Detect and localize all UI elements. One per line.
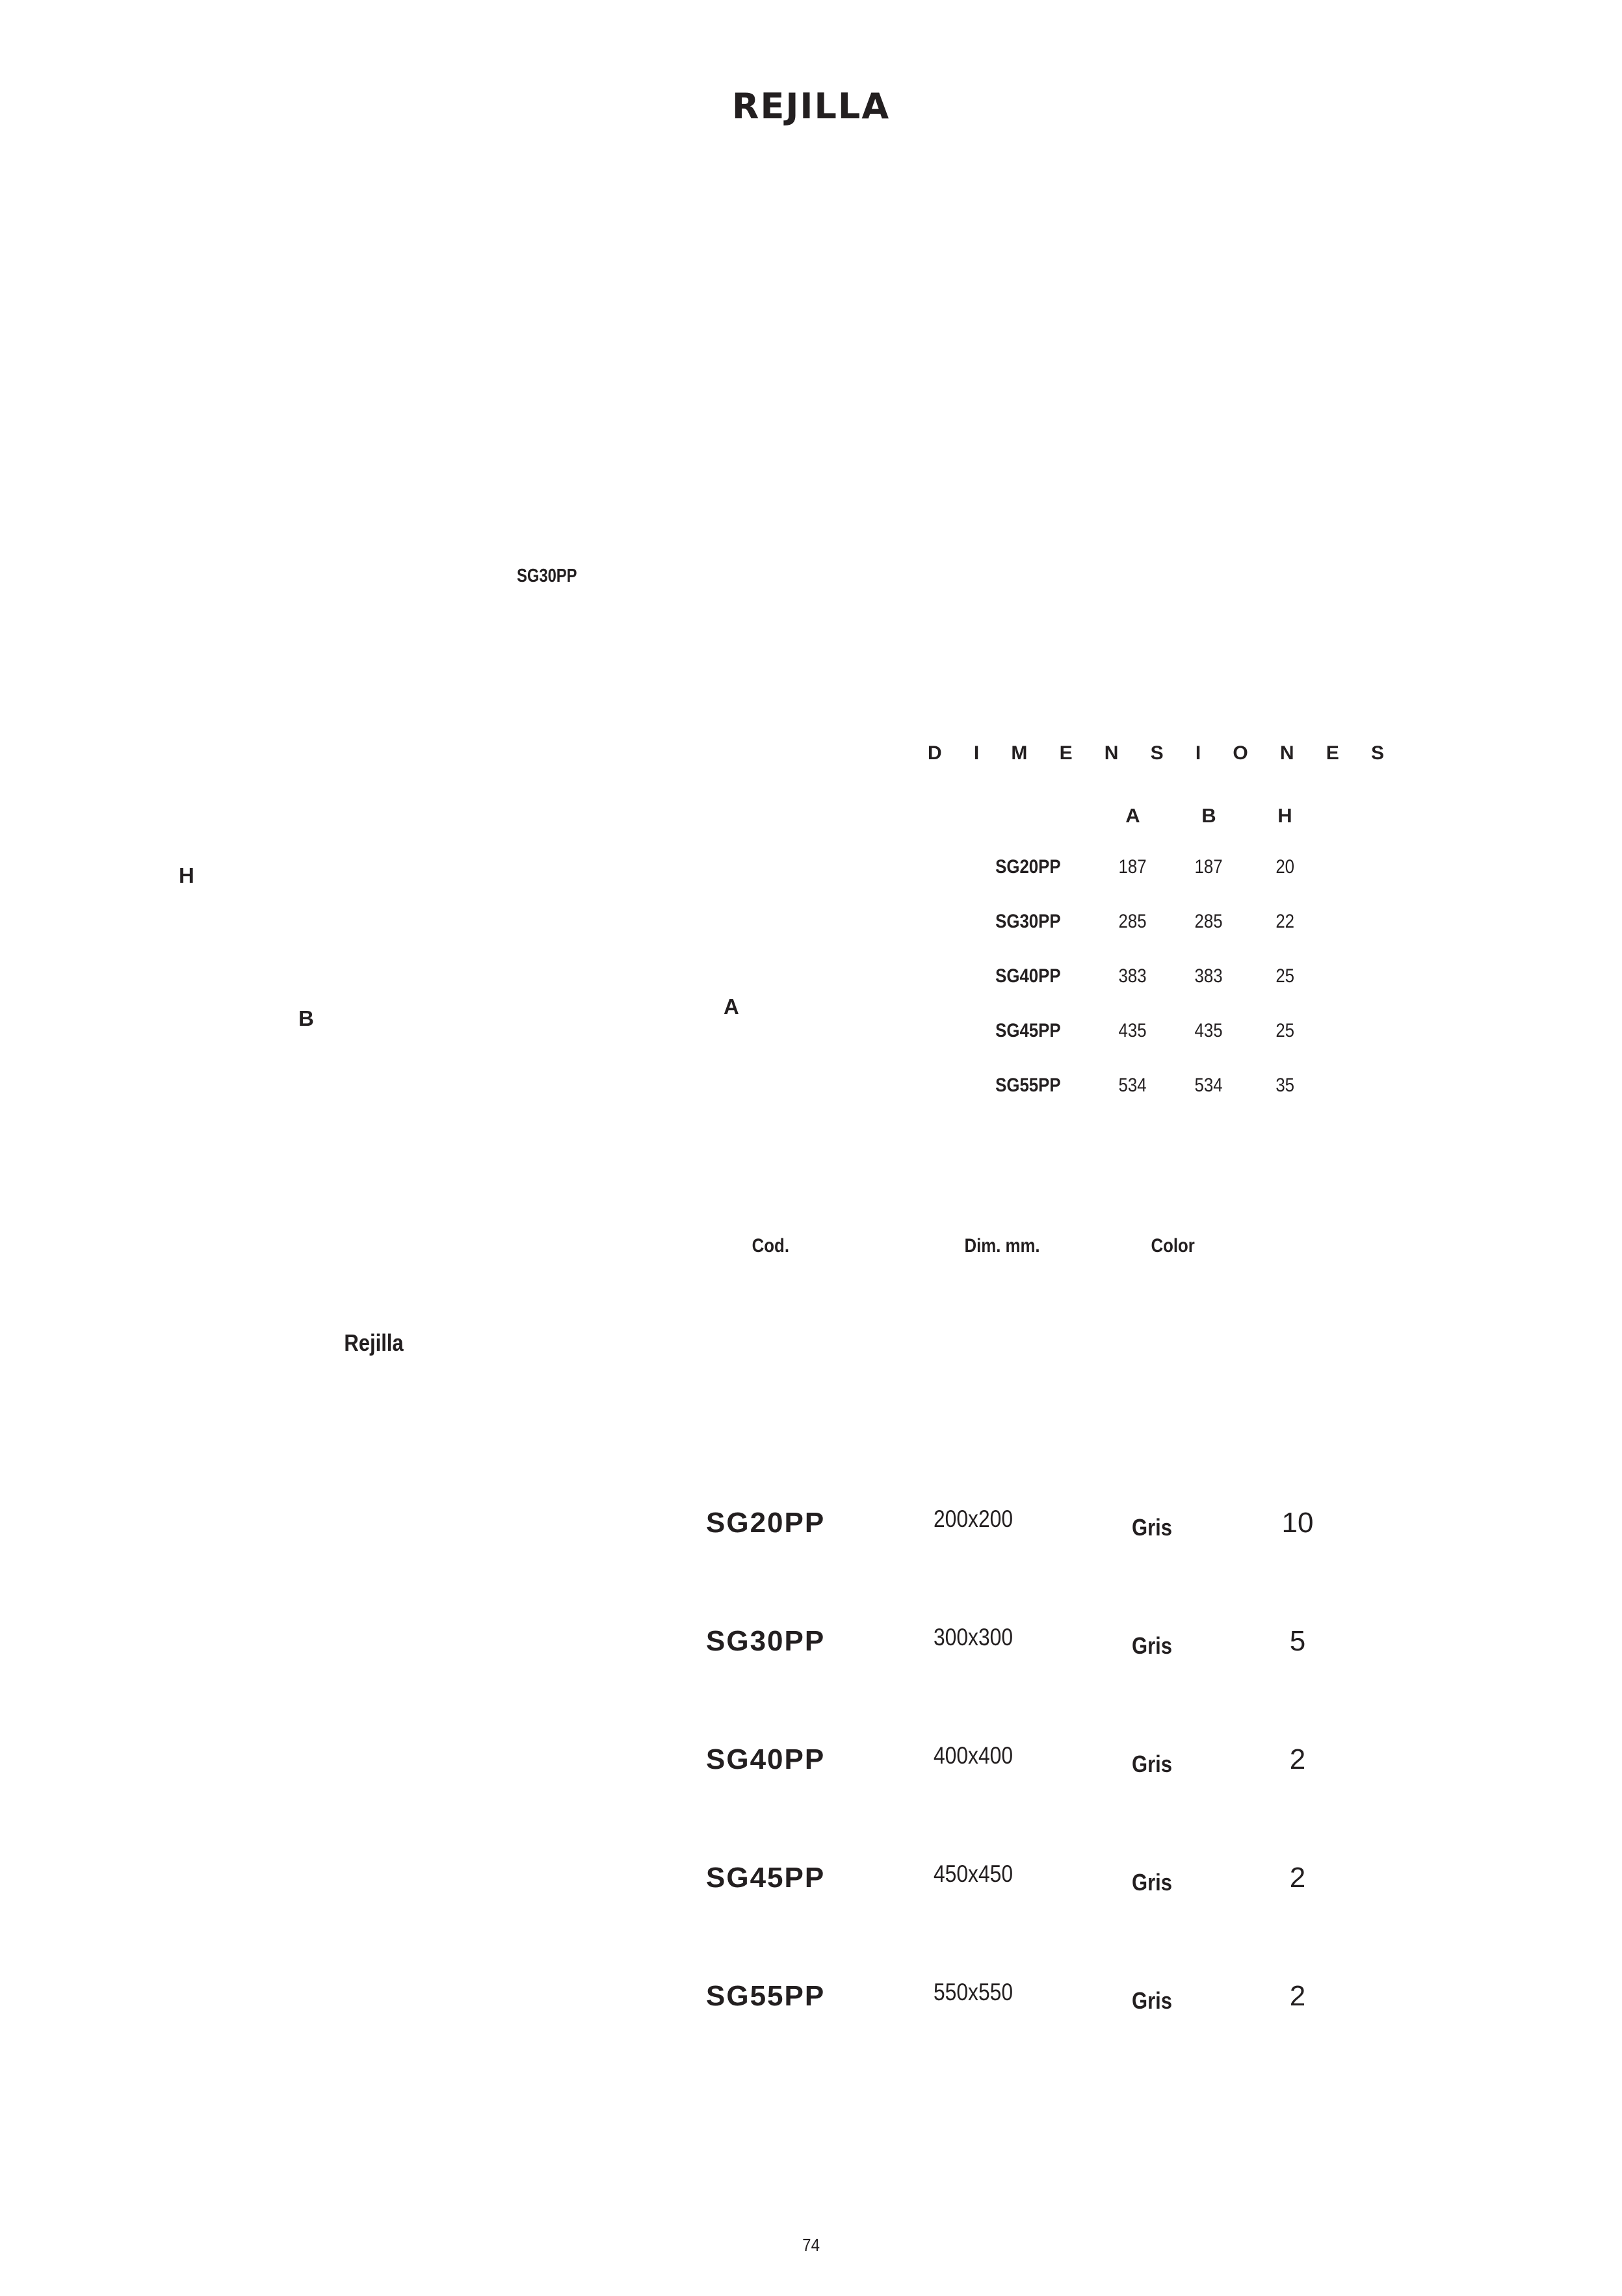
dimensions-a-text: 187 [1118, 856, 1147, 878]
product-row [706, 1464, 1343, 1582]
product-row [706, 1701, 1343, 1819]
dimensions-h [1247, 894, 1323, 949]
dimensiones-letter: E [1326, 742, 1339, 764]
product-dim-text: 450x450 [933, 1860, 1014, 1887]
dimensions-a [1095, 949, 1171, 1004]
dimensions-b-text: 383 [1194, 965, 1223, 987]
dimensions-h [1247, 1058, 1323, 1113]
dimensions-h-text: 25 [1275, 1020, 1294, 1041]
product-code: SG40PP [706, 1743, 826, 1775]
dimensiones-letter: S [1370, 742, 1384, 764]
product-color [1129, 1582, 1252, 1701]
dimensions-row [904, 1058, 1323, 1113]
product-label [339, 1329, 408, 1357]
dimensions-b-text: 285 [1194, 911, 1223, 932]
dimensions-code-text: SG20PP [995, 856, 1061, 878]
dimensions-header-b: B [1201, 804, 1216, 827]
dimensions-h-text: 35 [1275, 1075, 1294, 1096]
product-qty: 2 [1289, 1743, 1306, 1775]
product-row [706, 1819, 1343, 1937]
dimensions-h-text: 25 [1275, 965, 1294, 987]
dimensions-code [904, 949, 1095, 1004]
dimensions-b [1171, 1058, 1247, 1113]
dimensions-b-text: 187 [1194, 856, 1223, 878]
dimensions-code-text: SG45PP [995, 1020, 1061, 1041]
product-row [706, 1937, 1343, 2055]
product-label-text: Rejilla [344, 1329, 404, 1356]
dimensions-h-text: 22 [1275, 911, 1294, 932]
dimensions-code [904, 894, 1095, 949]
product-color-text: Gris [1132, 1751, 1173, 1777]
dimensions-b-text: 435 [1194, 1020, 1223, 1041]
page-title: REJILLA [731, 86, 891, 127]
dimensions-code-text: SG30PP [995, 911, 1061, 932]
dimensions-row [904, 1004, 1323, 1058]
dimensions-code-text: SG40PP [995, 965, 1061, 987]
dimensions-row [904, 840, 1323, 894]
dimensiones-letter: D [928, 742, 942, 764]
dimensiones-letter: O [1233, 742, 1248, 764]
dimensions-a [1095, 1004, 1171, 1058]
dimensiones-letter: I [1195, 742, 1201, 764]
product-qty: 5 [1289, 1625, 1306, 1657]
dimensions-h-text: 20 [1275, 856, 1294, 878]
product-dim-text: 400x400 [933, 1742, 1014, 1769]
product-row [706, 1582, 1343, 1701]
dimensions-a-text: 285 [1118, 911, 1147, 932]
product-code: SG20PP [706, 1507, 826, 1539]
dimensions-row [904, 949, 1323, 1004]
dimensions-row [904, 894, 1323, 949]
dimensions-a-text: 534 [1118, 1075, 1147, 1096]
product-qty: 2 [1289, 1980, 1306, 2012]
dimensions-b-text: 534 [1194, 1075, 1223, 1096]
drawing-label-h: H [179, 863, 194, 887]
product-color-text: Gris [1132, 1869, 1173, 1896]
dimensions-b [1171, 840, 1247, 894]
product-dim-text: 300x300 [933, 1624, 1014, 1650]
product-dim-text: 550x550 [933, 1979, 1014, 2005]
product-color-text: Gris [1132, 1632, 1173, 1659]
product-dim [927, 1701, 1129, 1819]
page-number [0, 2235, 1622, 2256]
dimensiones-letter: M [1011, 742, 1028, 764]
dimensions-b [1171, 894, 1247, 949]
product-dim [927, 1582, 1129, 1701]
dimensions-a [1095, 840, 1171, 894]
product-qty: 10 [1281, 1507, 1314, 1539]
column-header-dim-text: Dim. mm. [964, 1235, 1040, 1257]
product-code: SG45PP [706, 1862, 826, 1894]
dimensions-b [1171, 949, 1247, 1004]
product-dim [927, 1937, 1129, 2055]
column-header-cod-text: Cod. [752, 1235, 789, 1257]
dimensions-h [1247, 840, 1323, 894]
dimensions-h [1247, 949, 1323, 1004]
dimensions-table [904, 792, 1323, 1113]
dimensions-corner [904, 792, 1095, 840]
product-color [1129, 1701, 1252, 1819]
dimensions-code-text: SG55PP [995, 1075, 1061, 1096]
dimensiones-letter: I [973, 742, 980, 764]
product-dim-text: 200x200 [933, 1506, 1014, 1532]
product-color [1129, 1819, 1252, 1937]
dimensions-a [1095, 894, 1171, 949]
dimensions-code [904, 1004, 1095, 1058]
dimensiones-letter: S [1150, 742, 1164, 764]
column-header-dim [958, 1235, 1046, 1257]
dimensions-b [1171, 1004, 1247, 1058]
column-header-cod [749, 1235, 792, 1257]
product-dim [927, 1819, 1129, 1937]
product-code: SG55PP [706, 1980, 826, 2012]
dimensions-header-row [904, 792, 1323, 840]
product-color [1129, 1937, 1252, 2055]
dimensiones-heading [928, 742, 1384, 764]
product-color-text: Gris [1132, 1514, 1173, 1541]
dimensions-header-h: H [1277, 804, 1292, 827]
product-dim [927, 1464, 1129, 1582]
dimensiones-letter: N [1104, 742, 1119, 764]
dimensions-a-text: 435 [1118, 1020, 1147, 1041]
dimensions-code [904, 840, 1095, 894]
dimensions-a-text: 383 [1118, 965, 1147, 987]
dimensions-code [904, 1058, 1095, 1113]
product-code: SG30PP [706, 1625, 826, 1657]
dimensions-header-a: A [1125, 804, 1140, 827]
page-number-text: 74 [802, 2235, 820, 2255]
column-header-color-text: Color [1151, 1235, 1195, 1257]
drawing-label-b: B [298, 1006, 314, 1030]
product-table [706, 1464, 1343, 2055]
dimensiones-letter: N [1279, 742, 1294, 764]
dimensiones-letter: E [1059, 742, 1073, 764]
drawing-label-a: A [724, 995, 739, 1019]
product-qty: 2 [1289, 1862, 1306, 1894]
dimensions-a [1095, 1058, 1171, 1113]
drawing-model-label: SG30PP [517, 566, 577, 586]
column-header-color [1147, 1235, 1198, 1257]
dimensions-h [1247, 1004, 1323, 1058]
product-color [1129, 1464, 1252, 1582]
product-color-text: Gris [1132, 1987, 1173, 2014]
